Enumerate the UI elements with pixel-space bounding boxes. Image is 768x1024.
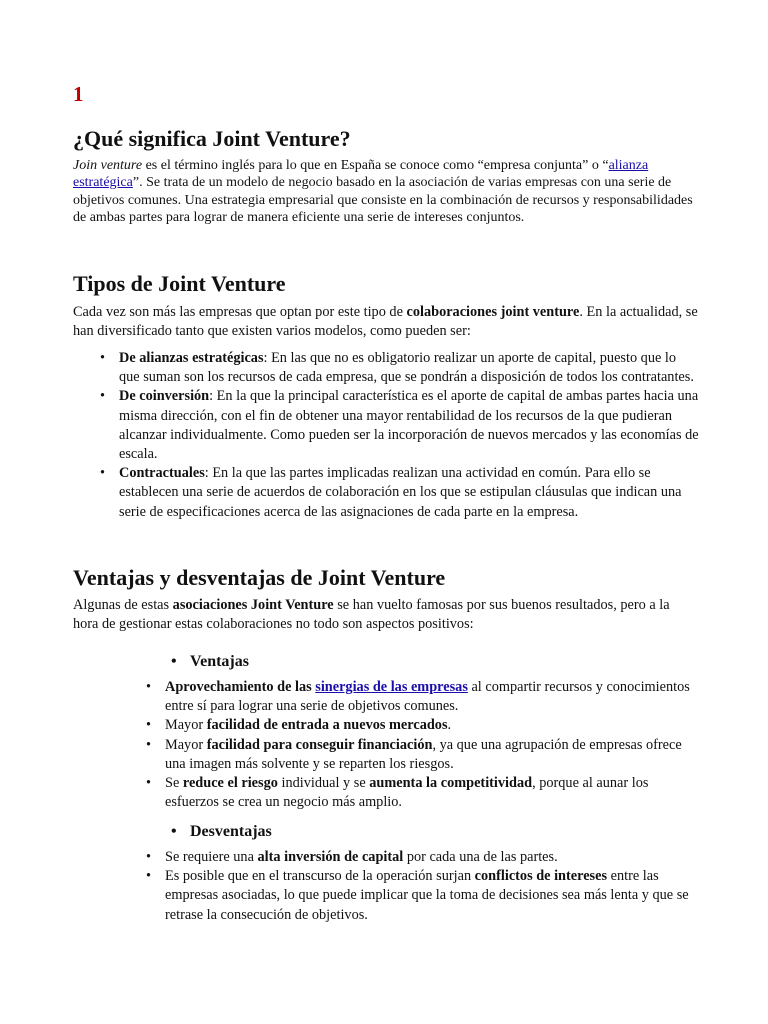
- list-item: • Contractuales: En la que las partes implicadas realizan una actividad en común. Para ello se establecen una serie de acuerdos de colaboración en los que se estipulan cláusulas que indican una serie de especificaciones acerca de las asignaciones de cada parte en la empresa.: [100, 465, 682, 520]
- heading-tipos: Tipos de Joint Venture: [73, 271, 286, 296]
- text: : En la que la principal característica es el aporte de capital de ambas partes hacia una misma dirección, con el fin de obtener una mayor rentabilidad de los recursos de la que pudieran alcanzar individualmente. Como pueden ser la incorporación de nuevos mercados y las economías de escala.: [119, 388, 699, 463]
- list-item: • Aprovechamiento de las sinergias de las empresas al compartir recursos y conocimientos entre sí para lograr una serie de objetivos comunes.: [146, 679, 690, 715]
- bold-text: De alianzas estratégicas: [119, 350, 264, 366]
- text: Cada vez son más las empresas que optan por este tipo de: [73, 304, 407, 320]
- text: : En la que las partes implicadas realizan una actividad en común. Para ello se establecen una serie de acuerdos de colaboración en los que se estipulan cláusulas que indican una serie de especificaciones acerca de las asignaciones de cada parte en la empresa.: [119, 465, 682, 520]
- text: ”. Se trata de un modelo de negocio basado en la asociación de varias empresas con una serie de objetivos comunes. Una estrategia empresarial que consiste en la combinación de recursos y responsabilidades de ambas partes para lograr de manera eficiente una serie de intereses conjuntos.: [73, 175, 693, 225]
- bold-text: colaboraciones joint venture: [406, 304, 580, 320]
- bold-text: Aprovechamiento de las: [165, 679, 316, 695]
- text: Se: [165, 775, 183, 792]
- subheading-ventajas: • Ventajas: [171, 653, 249, 670]
- bold-text: alta inversión de capital: [257, 849, 404, 865]
- bold-text: asociaciones Joint Venture: [172, 597, 334, 613]
- text: es el término inglés para lo que en España se conoce como “empresa conjunta” o “: [142, 158, 609, 173]
- link-sinergias[interactable]: sinergias de las empresas: [315, 679, 468, 695]
- text: al compartir recursos y conocimientos entre sí para lograr una serie de objetivos comunes.: [165, 679, 690, 715]
- tipos-paragraph: [73, 303, 698, 341]
- list-item: • Se reduce el riesgo individual y se aumenta la competitividad, porque al aunar los esfuerzos se crea un negocio más amplio.: [146, 775, 649, 811]
- link-alianza-estrategica[interactable]: alianza estratégica: [73, 158, 649, 191]
- text: Mayor: [165, 736, 207, 753]
- ventajas-list: [146, 678, 700, 812]
- bold-text: reduce el riesgo: [182, 775, 278, 792]
- text: Mayor: [165, 717, 207, 734]
- intro-paragraph: [73, 157, 698, 226]
- bold-text: aumenta la competitividad: [369, 775, 533, 792]
- text: individual y se: [277, 775, 370, 792]
- text: . En la actualidad, se han diversificado tanto que existen varios modelos, como pueden ser:: [73, 304, 698, 339]
- ventajas-paragraph: [73, 596, 698, 634]
- page-number: 1: [73, 82, 84, 106]
- tipos-list: [100, 349, 699, 522]
- text: entre las empresas asociadas, lo que puede implicar que la toma de decisiones sea más lenta y que se retrase la consecución de objetivos.: [165, 868, 689, 923]
- text: : En las que no es obligatorio realizar un aporte de capital, puesto que lo que suman son los recursos de cada empresa, que se pondrán a disposición de todos los contratantes.: [119, 350, 694, 386]
- bold-text: conflictos de intereses: [474, 868, 608, 885]
- bold-text: Contractuales: [119, 465, 205, 482]
- text: Se requiere una: [165, 849, 258, 865]
- heading-ventajas-desventajas: Ventajas y desventajas de Joint Venture: [73, 565, 446, 590]
- bold-text: De coinversión: [119, 388, 210, 405]
- list-item: • De alianzas estratégicas: En las que no es obligatorio realizar un aporte de capital, puesto que lo que suman son los recursos de cada empresa, que se pondrán a disposición de todos los contratantes.: [100, 350, 694, 386]
- list-item: • Mayor facilidad para conseguir financiación, ya que una agrupación de empresas ofrece una imagen más solvente y se reparten los riesgos.: [146, 736, 682, 772]
- text: Ventajas: [190, 653, 249, 670]
- list-item: • De coinversión: En la que la principal característica es el aporte de capital de ambas partes hacia una misma dirección, con el fin de obtener una mayor rentabilidad de los recursos de la que pudieran alcanzar individualmente. Como pueden ser la incorporación de nuevos mercados y las economías de escala.: [100, 388, 699, 463]
- text: por cada una de las partes.: [403, 849, 558, 865]
- desventajas-list: [146, 848, 700, 925]
- subheading-desventajas: • Desventajas: [171, 823, 272, 840]
- text: .: [447, 717, 452, 734]
- list-item: • Mayor facilidad de entrada a nuevos mercados.: [146, 717, 452, 734]
- bold-text: facilidad para conseguir financiación: [206, 736, 433, 753]
- text: , ya que una agrupación de empresas ofrece una imagen más solvente y se reparten los riesgos.: [165, 736, 682, 772]
- heading-que-significa: ¿Qué significa Joint Venture?: [73, 126, 351, 151]
- text: Es posible que en el transcurso de la operación surjan: [165, 868, 475, 885]
- text: Desventajas: [190, 823, 272, 840]
- bold-text: facilidad de entrada a nuevos mercados: [206, 717, 448, 734]
- text: se han vuelto famosas por sus buenos resultados, pero a la hora de gestionar estas colaboraciones no todo son aspectos positivos:: [73, 597, 670, 632]
- text: Algunas de estas: [73, 597, 173, 613]
- list-item: • Se requiere una alta inversión de capital por cada una de las partes.: [146, 849, 558, 865]
- emphasis-term: Join venture: [73, 158, 143, 173]
- list-item: • Es posible que en el transcurso de la operación surjan conflictos de intereses entre las empresas asociadas, lo que puede implicar que la toma de decisiones sea más lenta y que se retrase la consecución de objetivos.: [146, 868, 689, 923]
- text: , porque al aunar los esfuerzos se crea un negocio más amplio.: [165, 775, 649, 811]
